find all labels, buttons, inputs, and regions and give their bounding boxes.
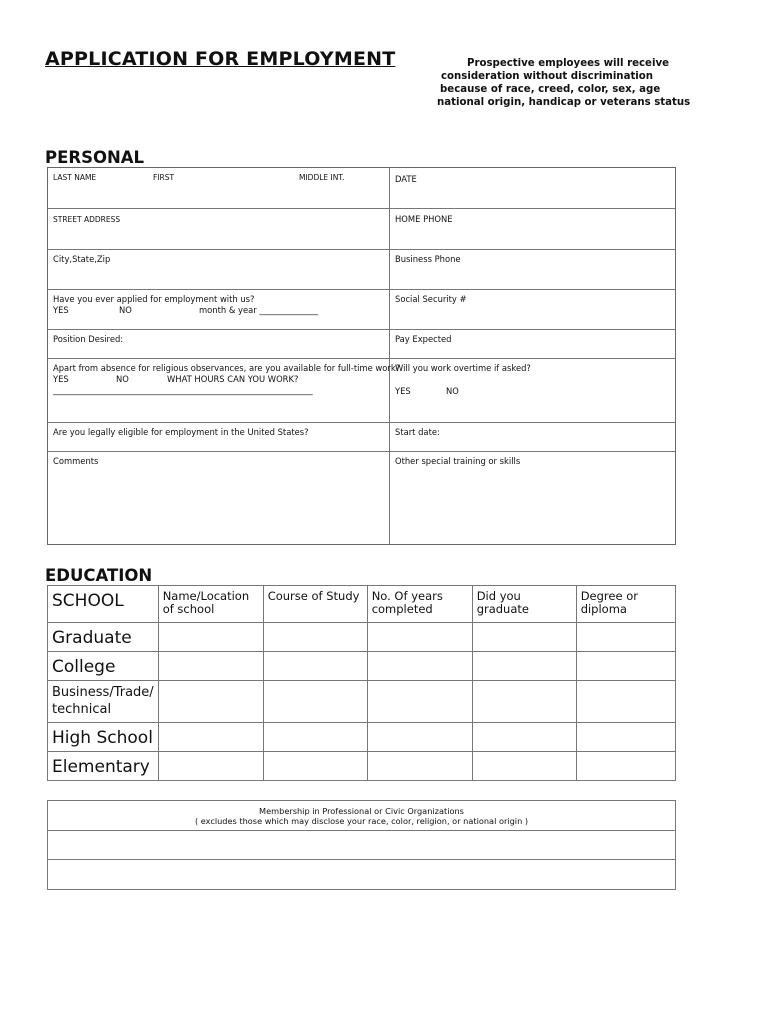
table-cell[interactable] xyxy=(576,752,675,781)
hours-answer-line[interactable]: ______________________________________________________________ xyxy=(53,385,313,395)
notice-line: national origin, handicap or veterans status xyxy=(437,97,691,108)
business-phone-label: Business Phone xyxy=(395,254,461,264)
street-address-field[interactable] xyxy=(48,209,390,249)
social-security-field[interactable] xyxy=(390,290,675,329)
table-row xyxy=(48,681,676,723)
applied-row xyxy=(48,289,675,329)
full-time-no-option[interactable]: NO xyxy=(116,374,129,384)
education-header-row xyxy=(48,586,676,623)
special-training-field[interactable] xyxy=(390,452,675,544)
applied-before-field[interactable] xyxy=(48,290,390,329)
table-cell[interactable] xyxy=(263,652,367,681)
table-cell[interactable] xyxy=(472,623,576,652)
table-cell[interactable] xyxy=(367,652,472,681)
notice-line: because of race, creed, color, sex, age xyxy=(440,84,661,95)
education-table xyxy=(47,585,676,781)
home-phone-label: HOME PHONE xyxy=(395,214,453,224)
eligibility-row xyxy=(48,422,675,451)
eligibility-field[interactable] xyxy=(48,423,390,451)
last-name-label: LAST NAME xyxy=(53,173,97,182)
table-cell[interactable] xyxy=(158,723,263,752)
table-cell[interactable] xyxy=(158,681,263,723)
social-security-label: Social Security # xyxy=(395,294,467,304)
comments-row xyxy=(48,451,675,544)
table-cell[interactable] xyxy=(472,652,576,681)
table-cell[interactable] xyxy=(158,652,263,681)
position-row xyxy=(48,329,675,358)
comments-field[interactable] xyxy=(48,452,390,544)
notice-line: Prospective employees will receive xyxy=(467,58,669,69)
table-row xyxy=(48,723,676,752)
table-cell[interactable] xyxy=(367,723,472,752)
city-state-zip-label: City,State,Zip xyxy=(53,254,111,264)
name-row xyxy=(48,168,675,208)
position-desired-label: Position Desired: xyxy=(53,334,124,344)
hours-question: WHAT HOURS CAN YOU WORK? xyxy=(167,374,299,384)
business-phone-field[interactable] xyxy=(390,250,675,289)
membership-entry-row[interactable] xyxy=(48,831,675,860)
overtime-no-option[interactable]: NO xyxy=(446,386,459,396)
education-heading: EDUCATION xyxy=(45,566,153,585)
table-cell[interactable] xyxy=(263,681,367,723)
applied-before-question: Have you ever applied for employment with us? xyxy=(53,294,255,304)
table-cell[interactable] xyxy=(158,752,263,781)
pay-expected-field[interactable] xyxy=(390,330,675,358)
years-completed-column-header: No. Of years completed xyxy=(367,586,472,623)
school-column-header: SCHOOL xyxy=(48,586,159,623)
first-name-label: FIRST xyxy=(153,173,175,182)
graduated-column-header: Did you graduate xyxy=(472,586,576,623)
table-cell[interactable] xyxy=(472,723,576,752)
row-label-elementary: Elementary xyxy=(48,752,159,781)
overtime-yes-option[interactable]: YES xyxy=(395,386,411,396)
table-cell[interactable] xyxy=(263,723,367,752)
home-phone-field[interactable] xyxy=(390,209,675,249)
row-label-graduate: Graduate xyxy=(48,623,159,652)
table-cell[interactable] xyxy=(576,623,675,652)
date-label: DATE xyxy=(395,174,417,184)
table-row xyxy=(48,652,676,681)
table-cell[interactable] xyxy=(263,752,367,781)
start-date-field[interactable] xyxy=(390,423,675,451)
membership-header xyxy=(48,801,675,831)
special-training-label: Other special training or skills xyxy=(395,456,521,466)
table-cell[interactable] xyxy=(367,752,472,781)
membership-subtitle: ( excludes those which may disclose your race, color, religion, or national origin ) xyxy=(194,816,529,826)
middle-initial-label: MIDDLE INT. xyxy=(299,173,345,182)
table-cell[interactable] xyxy=(158,623,263,652)
personal-section xyxy=(47,167,676,545)
position-desired-field[interactable] xyxy=(48,330,390,358)
membership-entry-row[interactable] xyxy=(48,860,675,889)
table-cell[interactable] xyxy=(263,623,367,652)
personal-heading: PERSONAL xyxy=(45,148,145,167)
name-location-column-header: Name/Location of school xyxy=(158,586,263,623)
city-state-zip-field[interactable] xyxy=(48,250,390,289)
table-row xyxy=(48,752,676,781)
availability-row xyxy=(48,358,675,422)
membership-title: Membership in Professional or Civic Organizations xyxy=(259,806,464,816)
city-row xyxy=(48,249,675,289)
full-time-question: Apart from absence for religious observances, are you available for full-time work? xyxy=(53,363,401,373)
applied-yes-option[interactable]: YES xyxy=(53,305,69,315)
date-field[interactable] xyxy=(390,168,675,208)
membership-section xyxy=(47,800,676,890)
row-label-high-school: High School xyxy=(48,723,159,752)
degree-column-header: Degree or diploma xyxy=(576,586,675,623)
overtime-question: Will you work overtime if asked? xyxy=(395,363,531,373)
table-cell[interactable] xyxy=(472,752,576,781)
row-label-college: College xyxy=(48,652,159,681)
course-of-study-column-header: Course of Study xyxy=(263,586,367,623)
non-discrimination-notice xyxy=(434,57,691,109)
comments-label: Comments xyxy=(53,456,99,466)
pay-expected-label: Pay Expected xyxy=(395,334,452,344)
overtime-field[interactable] xyxy=(390,359,675,422)
applied-month-year[interactable]: month & year ______________ xyxy=(199,305,319,315)
table-cell[interactable] xyxy=(576,652,675,681)
notice-line: consideration without discrimination xyxy=(441,71,654,82)
table-cell[interactable] xyxy=(367,623,472,652)
table-row xyxy=(48,623,676,652)
applied-no-option[interactable]: NO xyxy=(119,305,132,315)
row-label-business-trade: Business/Trade/ technical xyxy=(48,681,159,723)
eligibility-question: Are you legally eligible for employment in the United States? xyxy=(53,427,309,437)
table-cell[interactable] xyxy=(367,681,472,723)
table-cell[interactable] xyxy=(576,723,675,752)
street-address-label: STREET ADDRESS xyxy=(53,215,121,224)
table-cell[interactable] xyxy=(576,681,675,723)
full-time-yes-option[interactable]: YES xyxy=(53,374,69,384)
address-row xyxy=(48,208,675,249)
start-date-label: Start date: xyxy=(395,427,440,437)
form-title: APPLICATION FOR EMPLOYMENT xyxy=(45,48,396,70)
full-time-field[interactable] xyxy=(48,359,401,422)
name-field[interactable] xyxy=(48,168,390,208)
table-cell[interactable] xyxy=(472,681,576,723)
